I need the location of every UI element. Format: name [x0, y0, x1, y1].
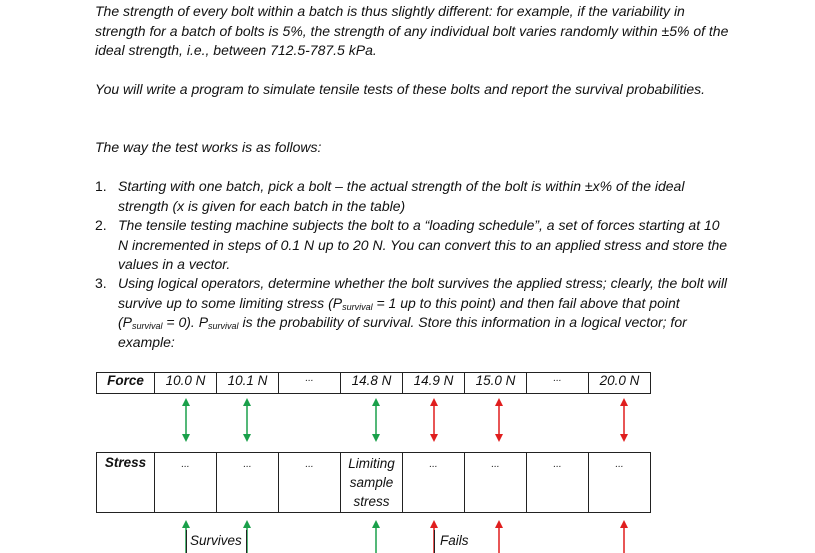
up-arrow-icon	[492, 520, 506, 553]
up-arrow-icon	[617, 520, 631, 553]
step-number: 3.	[95, 275, 107, 291]
stress-table	[96, 452, 651, 513]
stress-header: Stress	[97, 453, 155, 513]
task-paragraph: You will write a program to simulate tensile tests of these bolts and report the survival probabilities.	[95, 81, 706, 97]
force-cell: 14.9 N	[403, 373, 465, 394]
fails-rule	[434, 530, 435, 553]
survives-label: Survives	[190, 533, 242, 548]
fails-label: Fails	[440, 533, 469, 548]
double-arrow-icon	[179, 398, 193, 442]
stress-cell: ...	[465, 453, 527, 513]
up-arrow-icon	[369, 520, 383, 553]
stress-cell: ...	[589, 453, 651, 513]
double-arrow-icon	[617, 398, 631, 442]
intro-paragraph: The strength of every bolt within a batch is thus slightly different: for example, if the variability in strength for a batch of bolts is 5%, the strength of any individual bolt varies randomly within ±5% of the ideal strength, i.e., between 712.5-787.5 kPa.	[95, 3, 729, 58]
step-number: 1.	[95, 178, 107, 194]
step-text: The tensile testing machine subjects the bolt to a “loading schedule”, a set of forces starting at 10 N incremented in steps of 0.1 N up to 20 N. You can convert this to an applied stress and store the values in a vector.	[118, 217, 728, 272]
step-text: Starting with one batch, pick a bolt – the actual strength of the bolt is within ±x% of the ideal strength (x is given for each batch in the table)	[118, 178, 685, 214]
force-cell: ...	[279, 373, 341, 394]
double-arrow-icon	[369, 398, 383, 442]
force-cell: 10.1 N	[217, 373, 279, 394]
stress-cell: ...	[155, 453, 217, 513]
process-intro: The way the test works is as follows:	[95, 139, 322, 155]
stress-cell-limiting: Limiting sample stress	[341, 453, 403, 513]
force-header: Force	[97, 373, 155, 394]
double-arrow-icon	[240, 398, 254, 442]
double-arrow-icon	[492, 398, 506, 442]
stress-cell: ...	[403, 453, 465, 513]
force-cell: 14.8 N	[341, 373, 403, 394]
force-cell: 10.0 N	[155, 373, 217, 394]
step-text: Using logical operators, determine whether the bolt survives the applied stress; clearly, the bolt will survive up to some limiting stress ($P_{survival} = 1$ up to this point) and then fail above that point $(P_{survival} = 0)$. $P_{survival}$ is the probability of survival. Store this information in a logical vector; for example:	[118, 275, 728, 350]
stress-cell: ...	[527, 453, 589, 513]
force-cell: 15.0 N	[465, 373, 527, 394]
double-arrow-icon	[427, 398, 441, 442]
stress-cell: ...	[217, 453, 279, 513]
step-number: 2.	[95, 217, 107, 233]
stress-cell: ...	[279, 453, 341, 513]
force-table	[96, 372, 651, 394]
force-cell: ...	[527, 373, 589, 394]
force-cell: 20.0 N	[589, 373, 651, 394]
